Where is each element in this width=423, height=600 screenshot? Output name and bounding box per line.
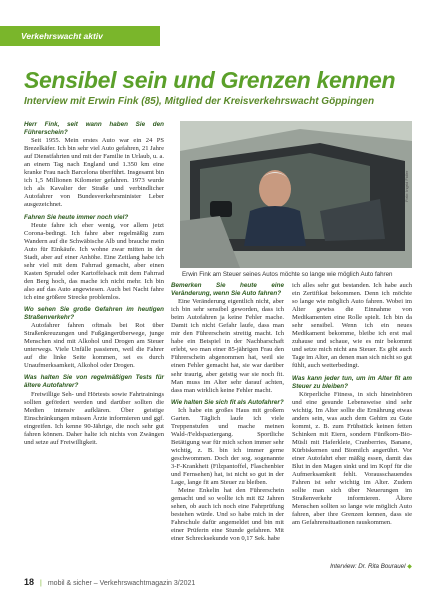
section-tab: Verkehrswacht aktiv (0, 26, 160, 46)
interview-answer: Heute fahre ich eher wenig, vor allem jetzt Corona-bedingt. Ich fahre aber regelmäßig zum Wandern auf die Schwäbische Alb und brauche mein Auto für Einkäufe. Ich wohne zwar mitten in der Stadt, aber auf einer Anhöhe. Eine Zeitlang habe ich sehr viel mit dem Fahrrad gemacht, aber einen Kasten Sprudel oder Kartoffelsack mit dem Fahrrad den Berg hoch, das mache ich nicht mehr. Ich bin also auf das Auto angewiesen. Auch bei Nacht fahre ich eine größere Strecke problemlos. (24, 221, 164, 301)
magazine-name: mobil & sicher – Verkehrswachtmagazin 3/2021 (47, 580, 196, 587)
photo-driver-in-car (180, 121, 412, 268)
interview-answer: Freiwillige Seh- und Hörtests sowie Fahrtrainings sollten gefördert werden und darüber sollten die Medien intensiv aufklären. Über geistige Einschränkungen müssen Ärzte informieren und ggf. eingreifen. Ich kenne 90-Jährige, die noch sehr gut fahren können. Daher halte ich nichts von Zwängen und setze auf Freiwilligkeit. (24, 390, 164, 446)
interview-answer: Meine Enkelin hat den Führerschein gemacht und so wollte ich mit 82 Jahren sehen, ob auch ich noch eine Fahrprüfung bestehen würde. Und so habe mich in der Fahrschule dafür angemeldet und bin mit einer Prüferin eine Stunde gefahren. Mit einer Schrecksekunde von 0,17 Sek. habe (171, 487, 284, 543)
car-photo-illustration (180, 121, 412, 268)
interview-question: Bemerken Sie heute eine Veränderung, wenn Sie Auto fahren? (171, 282, 284, 298)
interview-question: Wie halten Sie sich fit als Autofahrer? (171, 398, 284, 406)
photo-caption: Erwin Fink am Steuer seines Autos möchte so lange wie möglich Auto fahren (182, 271, 393, 278)
interview-answer: ich alles sehr gut bestanden. Ich habe auch ein Zertifikat bekommen. Denn ich möchte so lange wie möglich Auto fahren. Wobei im Alter gewiss die Einnahme von Medikamenten eine Rolle spielt. Ich bin da sehr sensibel. Wenn ich ein neues Medikament bekomme, bleibe ich erst mal zuhause und schaue, wie es mir bekommt und setze mich nicht ans Steuer. Es gibt auch Tage im Alter, an denen man sich nicht so gut fühlt, auch wetterbedingt. (292, 282, 412, 370)
interview-question: Was kann jeder tun, um im Alter fit am Steuer zu bleiben? (292, 374, 412, 390)
column-1 (24, 121, 164, 447)
end-mark-icon: ◆ (407, 563, 412, 570)
interview-answer: Autofahrer fahren oftmals bei Rot über Straßenkreuzungen und Fußgängerüberwege, junge Menschen sind mit Alkohol und Drogen am Steuer unterwegs. Viele Unfälle passieren, weil die Fahrer auf die linke Seite kommen, sei es durch Unaufmerksamkeit, Alkohol oder Drogen. (24, 322, 164, 370)
interview-answer: Körperliche Fitness, in sich hineinhören und eine gesunde Lebensweise sind sehr wichtig. Im Alter sollte die Ernährung etwas anders sein, was auch dem Gehirn zu Gute kommt, z. B. zum Frühstück keinen fetten Schinken mit Eiern, sondern Fünfkorn-Bio-Müsli mit Haferkleie, Cranberries, Banane, Kürbiskernen und Biomilch angerührt. Vor einer Autofahrt eher mäßig essen, damit das Blut in den Magen sinkt und im Kopf für die Aufmerksamkeit fehlt. Vorausschauendes Fahren ist sehr wichtig im Alter. Zudem sollte man sich über Neuerungen im Straßenverkehr informieren. Ältere Menschen sollten so lange wie möglich Auto fahren, aber ihre Grenzen kennen, dass sie am Gefahrensituationen rauskommen. (292, 390, 412, 527)
page-number: 18 (24, 577, 35, 587)
article-title: Sensibel sein und Grenzen kennen (24, 67, 396, 93)
interviewer-credit: Interview: Dr. Rita Bourauel ◆ (330, 563, 412, 570)
interview-answer: Eine Veränderung eigentlich nicht, aber ich bin sehr sensibel geworden, dass ich beim Autofahren ja keine Fehler mache. Damit ich nicht Gefahr laufe, dass man mir den Führerschein streitig macht. Ich habe ein Beispiel in der Nachbarschaft erlebt, wo man einer 85-jährigen Frau den Führerschein abgenommen hat, weil sie einen Fehler gemacht hat, sie war darüber sehr traurig, aber geistig war sie noch fit. Man muss im Alter sehr darauf achten, dass man wirklich keine Fehler macht. (171, 298, 284, 394)
interview-question: Fahren Sie heute immer noch viel? (24, 213, 129, 221)
photo-credit: Foto: Ingrid Fidler (404, 170, 409, 202)
page-footer (24, 577, 195, 587)
article-subtitle: Interview mit Erwin Fink (85), Mitglied der Kreisverkehrswacht Göppingen (24, 96, 375, 107)
interview-answer: Ich habe ein großes Haus mit großem Garten. Täglich laufe ich viele Treppenstufen und mache meinen Wald-/Feldspaziergang. Sportliche Betätigung war für mich schon immer sehr wichtig, z. B. bin ich immer gerne geschwommen. Doch der sog. sogenannte 3-F-Krankheit (Filzpantoffel, Flaschenbier und Fernsehen) hat, ist nicht so gut in der Lage, lange fit am Steuer zu bleiben. (171, 406, 284, 487)
interview-question: Herr Fink, seit wann haben Sie den Führerschein? (24, 121, 164, 137)
interview-question: Was halten Sie von regelmäßigen Tests für ältere Autofahrer? (24, 374, 164, 390)
footer-divider: | (40, 580, 42, 587)
interview-question: Wo sehen Sie große Gefahren im heutigen Straßenverkehr? (24, 306, 164, 322)
column-3 (292, 282, 412, 527)
interview-answer: Seit 1955. Mein erstes Auto war ein 24 PS Brezelkäfer. Ich bin sehr viel Auto gefahren, 21 Jahre auf Dienstfahrten und mit der Familie in Urlaub, u. a. an einem Tag nach England und 1.350 km eine kranke Frau nach Barcelona überführt. Insgesamt bin ich 1,5 Millionen Kilometer gefahren. 1973 wurde ich als Kavalier der Straße und verbindlicher Autofahrer von Bundesverkehrsminister Leber ausgezeichnet. (24, 137, 164, 209)
column-2 (171, 282, 284, 544)
